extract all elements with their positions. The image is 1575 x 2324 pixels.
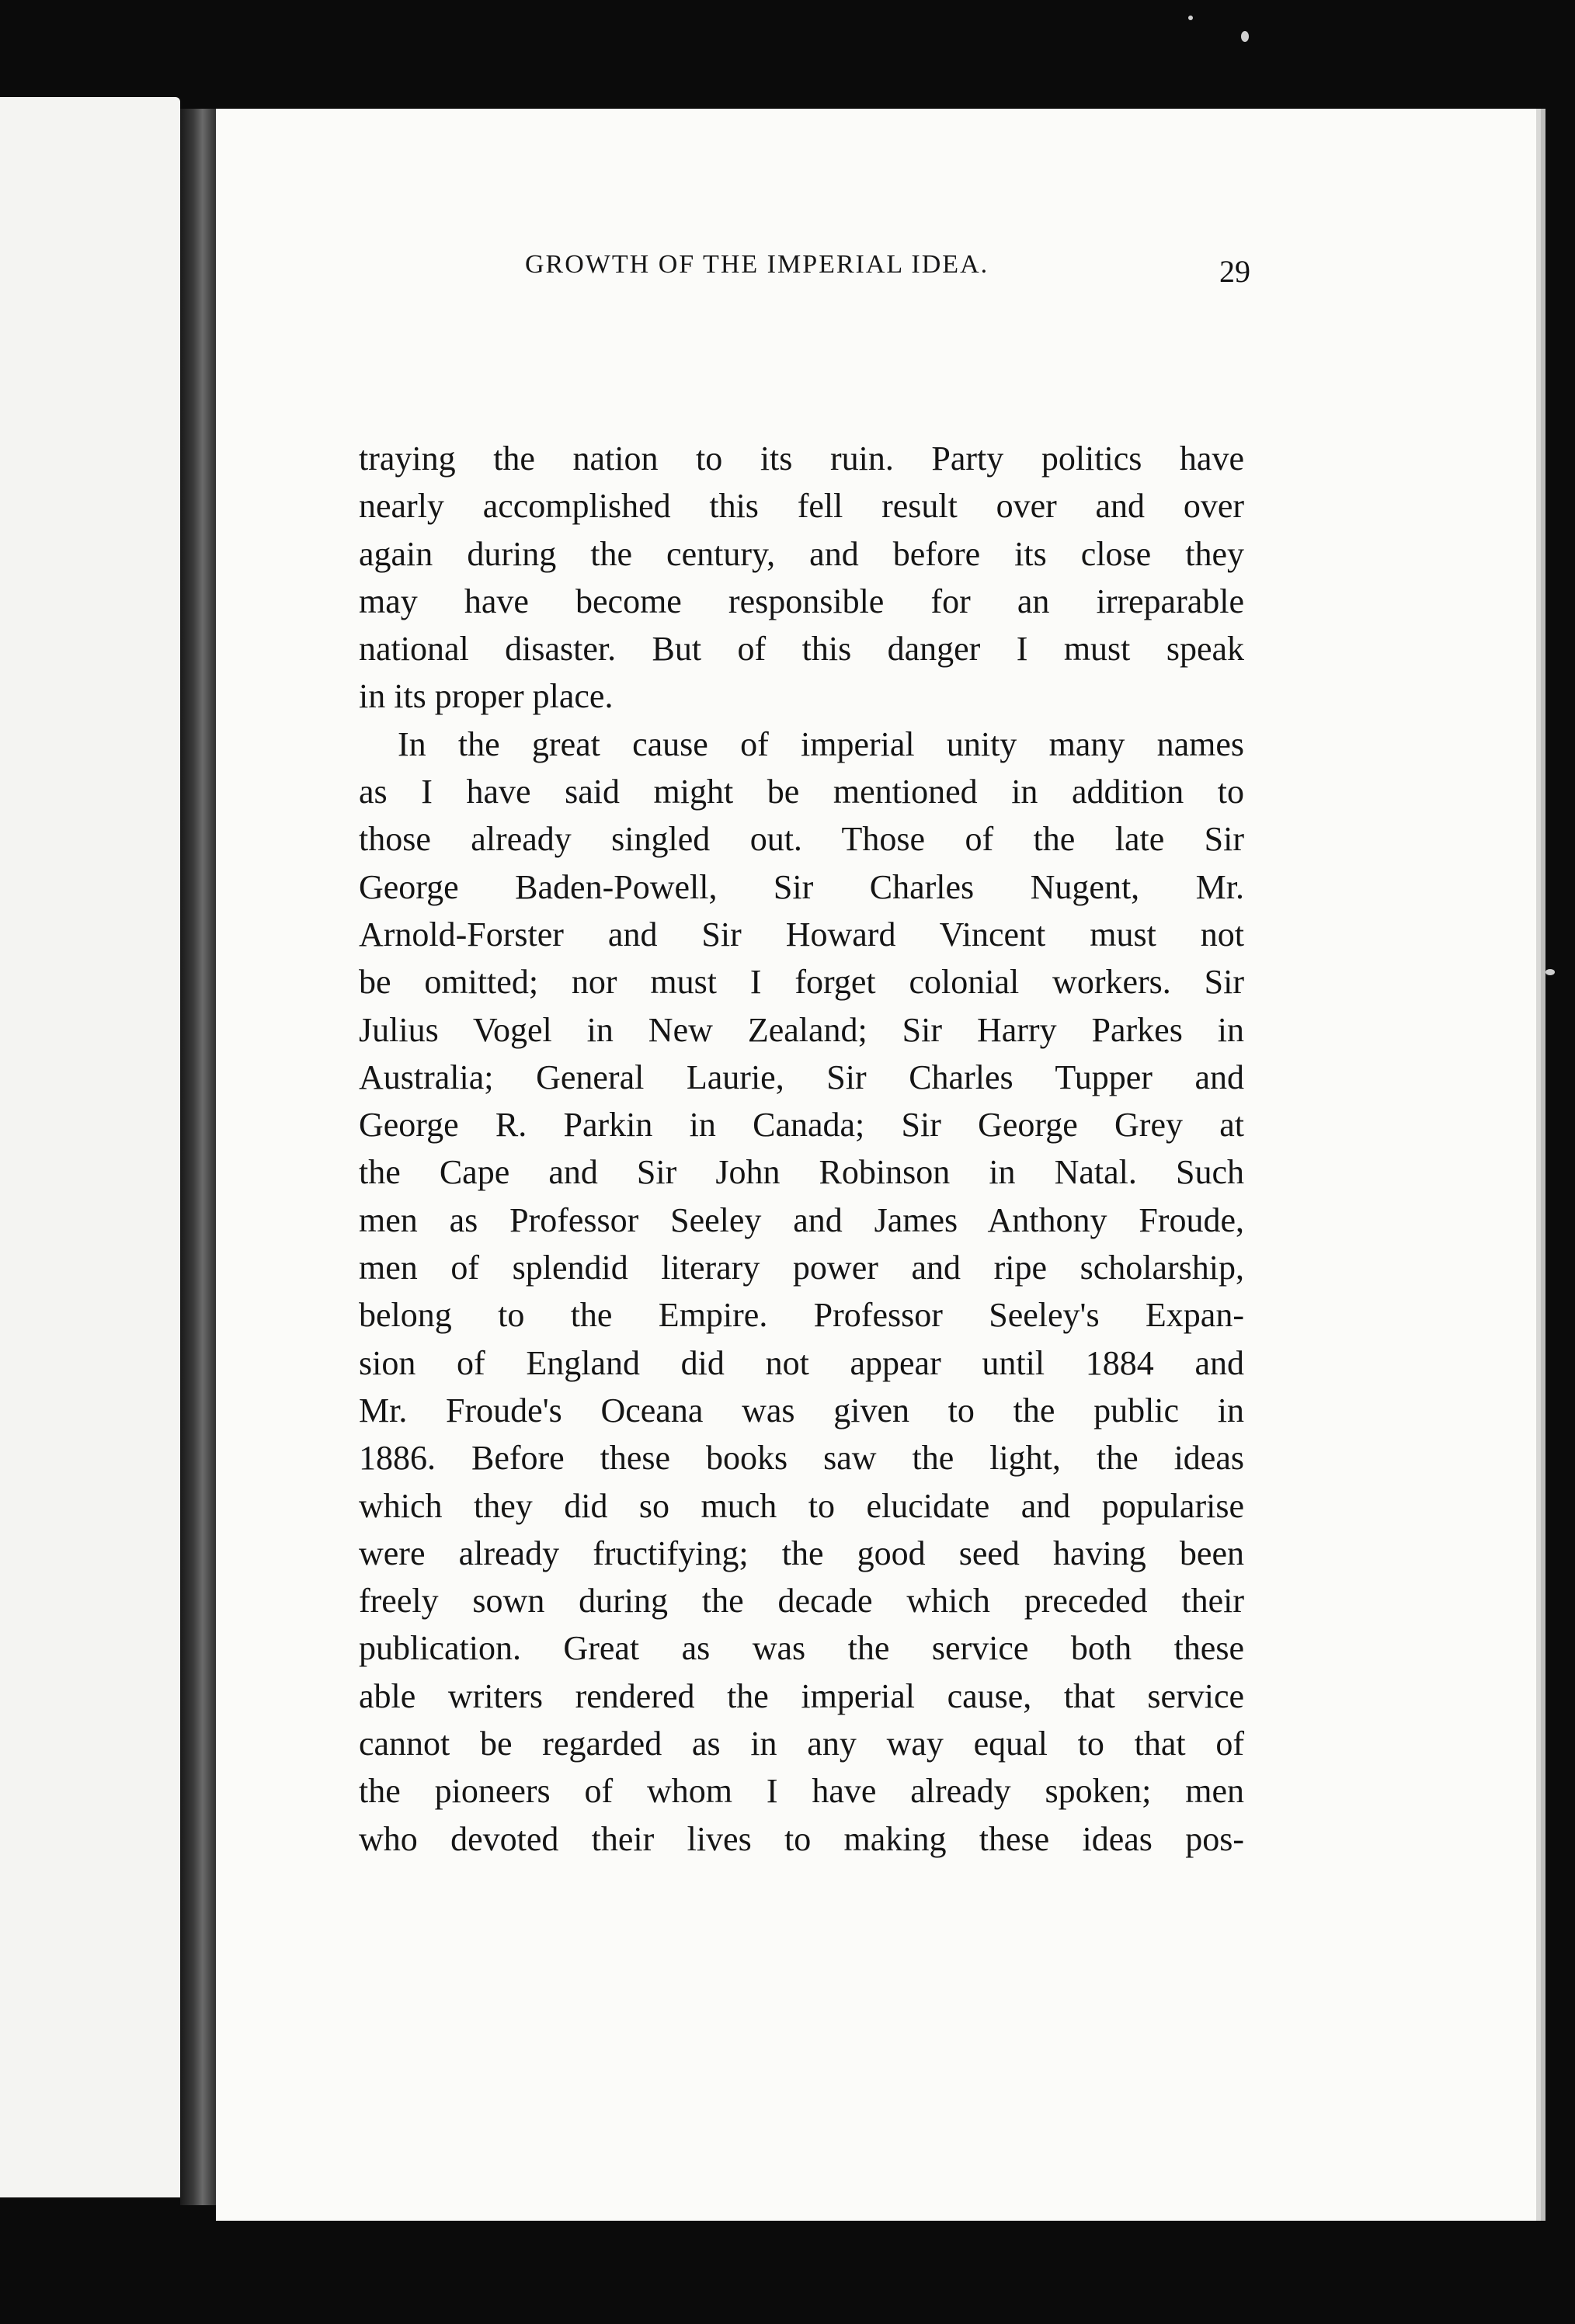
text-line: publication. Great as was the service both these [359, 1629, 1244, 1668]
text-line: may have become responsible for an irreparable [359, 582, 1244, 620]
book-gutter [180, 109, 217, 2205]
text-line: nearly accomplished this fell result over and over [359, 487, 1244, 526]
text-line: Arnold-Forster and Sir Howard Vincent must not [359, 915, 1244, 954]
text-line: cannot be regarded as in any way equal to that of [359, 1725, 1244, 1763]
running-head [308, 250, 1257, 297]
text-line: be omitted; nor must I forget colonial workers. Sir [359, 963, 1244, 1002]
text-line: Australia; General Laurie, Sir Charles Tupper and [359, 1058, 1244, 1096]
body-text [359, 435, 1244, 1863]
text-line: Mr. Froude's Oceana was given to the public in [359, 1391, 1244, 1429]
text-line: George R. Parkin in Canada; Sir George Grey at [359, 1106, 1244, 1145]
text-line: were already fructifying; the good seed having been [359, 1534, 1244, 1572]
dust-speck [1545, 969, 1555, 975]
running-title: GROWTH OF THE IMPERIAL IDEA. [525, 250, 989, 279]
text-line: those already singled out. Those of the late Sir [359, 820, 1244, 859]
text-line: who devoted their lives to making these ideas pos- [359, 1819, 1244, 1858]
text-line: as I have said might be mentioned in addition to [359, 773, 1244, 811]
text-line: men of splendid literary power and ripe scholarship, [359, 1249, 1244, 1287]
text-line: the pioneers of whom I have already spoken; men [359, 1772, 1244, 1811]
text-line: In the great cause of imperial unity many names [398, 724, 1244, 763]
text-line: the Cape and Sir John Robinson in Natal. Such [359, 1153, 1244, 1192]
dust-speck [1188, 16, 1193, 20]
text-line: able writers rendered the imperial cause, that service [359, 1676, 1244, 1715]
text-line: traying the nation to its ruin. Party politics have [359, 439, 1244, 478]
text-line: belong to the Empire. Professor Seeley's Expan- [359, 1296, 1244, 1335]
text-line: freely sown during the decade which preceded their [359, 1582, 1244, 1621]
text-line: again during the century, and before its close they [359, 534, 1244, 573]
text-line: 1886. Before these books saw the light, the ideas [359, 1439, 1244, 1478]
text-line: George Baden-Powell, Sir Charles Nugent, Mr. [359, 867, 1244, 906]
page-number: 29 [1219, 254, 1250, 289]
text-line: Julius Vogel in New Zealand; Sir Harry Parkes in [359, 1010, 1244, 1049]
text-line: sion of England did not appear until 1884 and [359, 1343, 1244, 1382]
text-line: which they did so much to elucidate and popularise [359, 1486, 1244, 1525]
text-line: national disaster. But of this danger I must speak [359, 630, 1244, 669]
facing-page [0, 97, 180, 2197]
dust-speck [1241, 31, 1249, 42]
text-line: men as Professor Seeley and James Anthony Froude, [359, 1200, 1244, 1239]
text-line: in its proper place. [359, 677, 614, 716]
